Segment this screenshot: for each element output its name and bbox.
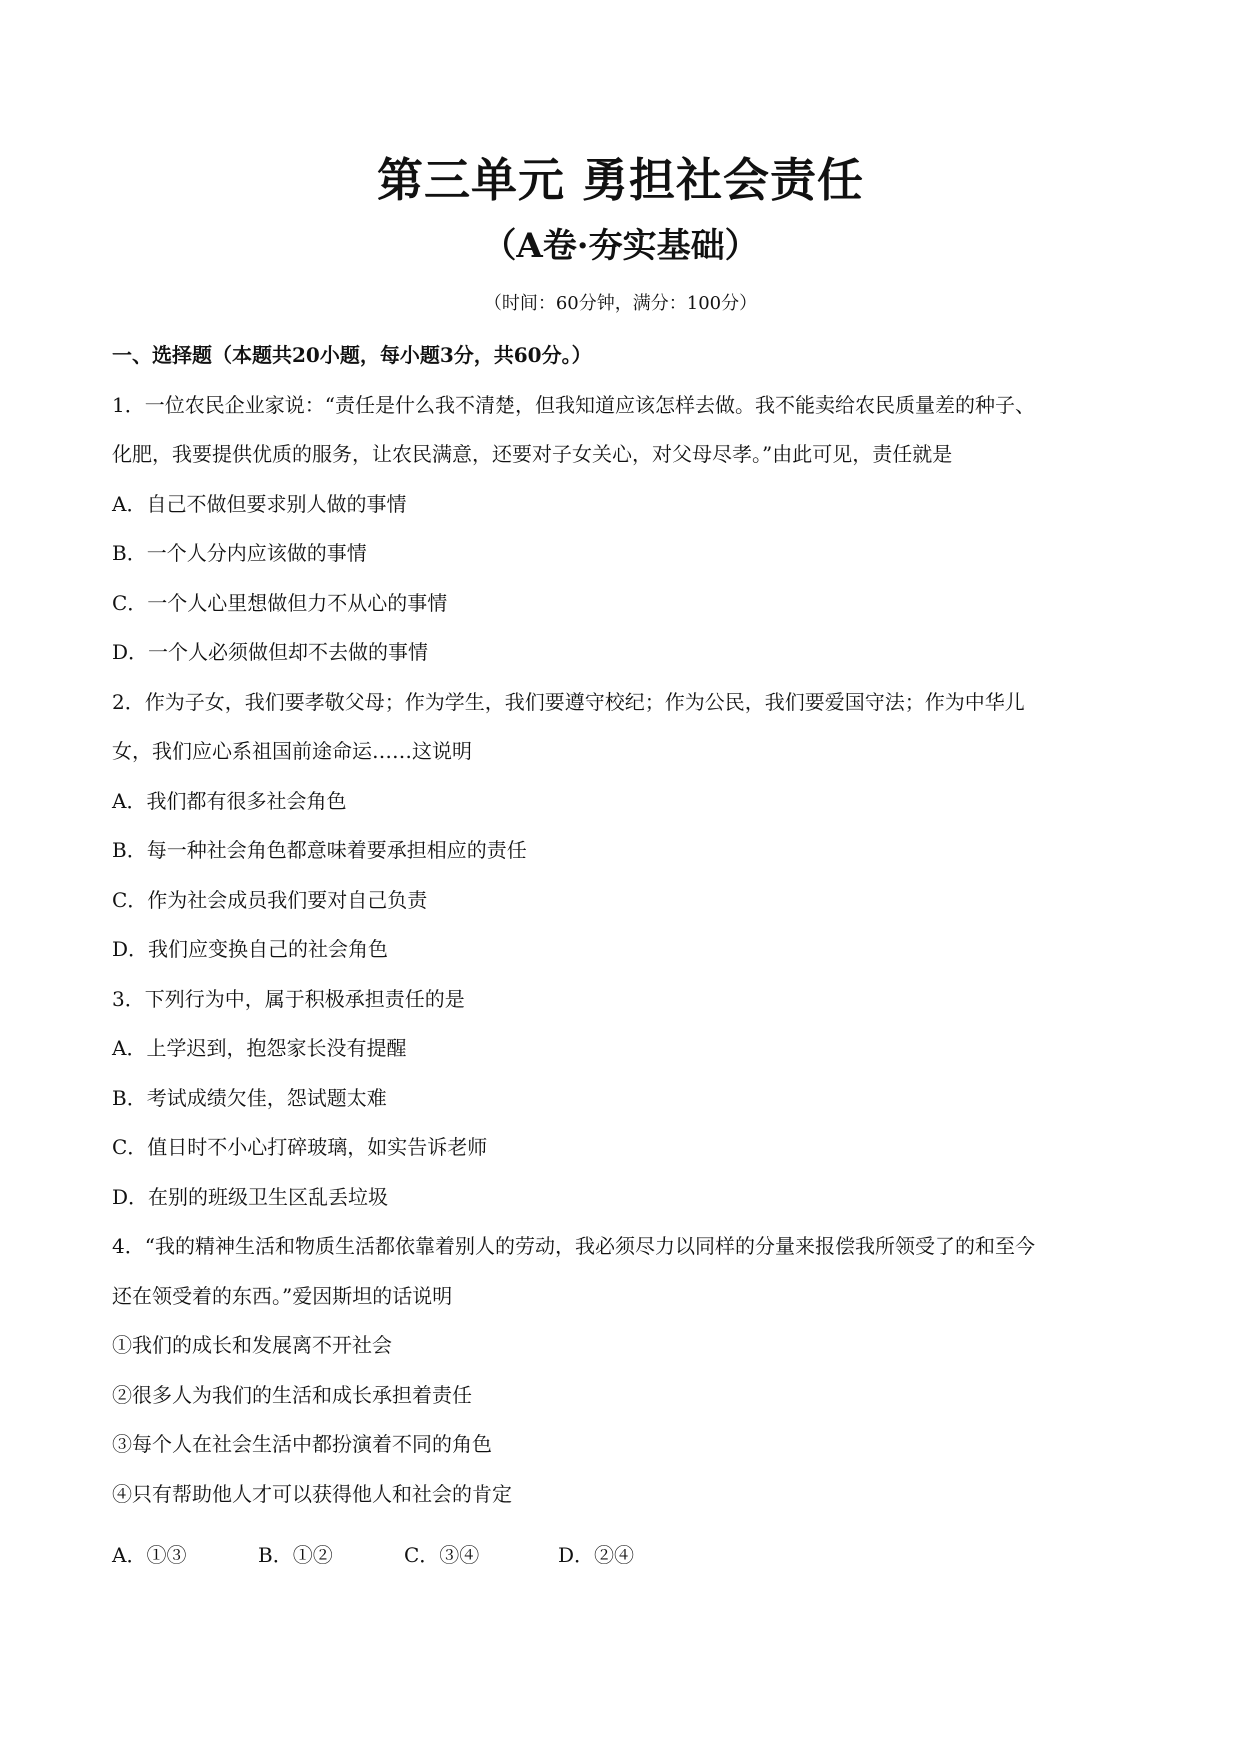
question-1-stem-line-2: 化肥，我要提供优质的服务，让农民满意，还要对子女关心，对父母尽孝。”由此可见，责任就是 — [112, 442, 953, 466]
question-4-statement-3: ③每个人在社会生活中都扮演着不同的角色 — [112, 1432, 492, 1456]
question-4-stem-line-2: 还在领受着的东西。”爱因斯坦的话说明 — [112, 1284, 453, 1308]
question-4-statement-4: ④只有帮助他人才可以获得他人和社会的肯定 — [112, 1482, 512, 1506]
section-heading: 一、选择题（本题共20小题，每小题3分，共60分。） — [112, 343, 592, 367]
question-3-option-c: C．值日时不小心打碎玻璃，如实告诉老师 — [112, 1135, 488, 1159]
question-4-statement-1: ①我们的成长和发展离不开社会 — [112, 1333, 392, 1357]
question-1-stem-line-1: 1．一位农民企业家说：“责任是什么我不清楚，但我知道应该怎样去做。我不能卖给农民质量差的种子、 — [112, 393, 1035, 417]
question-2-option-b: B．每一种社会角色都意味着要承担相应的责任 — [112, 838, 527, 862]
question-2-stem-line-2: 女，我们应心系祖国前途命运……这说明 — [112, 739, 472, 763]
question-2-option-c: C．作为社会成员我们要对自己负责 — [112, 888, 428, 912]
question-3-stem-line-1: 3．下列行为中，属于积极承担责任的是 — [112, 987, 465, 1011]
question-4-option-a: A．①③ — [112, 1543, 187, 1567]
question-1-option-a: A．自己不做但要求别人做的事情 — [112, 492, 407, 516]
question-2-option-d: D．我们应变换自己的社会角色 — [112, 937, 389, 961]
page-title: 第三单元 勇担社会责任 — [376, 153, 864, 207]
question-4-option-b: B．①② — [258, 1543, 333, 1567]
question-2-option-a: A．我们都有很多社会角色 — [112, 789, 347, 813]
question-4-statement-2: ②很多人为我们的生活和成长承担着责任 — [112, 1383, 472, 1407]
question-1-option-b: B．一个人分内应该做的事情 — [112, 541, 367, 565]
question-3-option-b: B．考试成绩欠佳，怨试题太难 — [112, 1086, 387, 1110]
question-4-option-c: C．③④ — [404, 1543, 480, 1567]
question-4-options-row — [112, 1540, 634, 1570]
question-1-option-c: C．一个人心里想做但力不从心的事情 — [112, 591, 448, 615]
question-3-option-d: D．在别的班级卫生区乱丢垃圾 — [112, 1185, 389, 1209]
question-1-option-d: D．一个人必须做但却不去做的事情 — [112, 640, 429, 664]
exam-meta: （时间：60分钟，满分：100分） — [483, 293, 758, 314]
question-4-option-d: D．②④ — [558, 1543, 635, 1567]
question-2-stem-line-1: 2．作为子女，我们要孝敬父母；作为学生，我们要遵守校纪；作为公民，我们要爱国守法；作为中华儿 — [112, 690, 1025, 714]
question-3-option-a: A．上学迟到，抱怨家长没有提醒 — [112, 1036, 407, 1060]
question-4-stem-line-1: 4．“我的精神生活和物质生活都依靠着别人的劳动，我必须尽力以同样的分量来报偿我所领受了的和至今 — [112, 1234, 1035, 1258]
page-subtitle: （A卷·夯实基础） — [482, 226, 759, 266]
